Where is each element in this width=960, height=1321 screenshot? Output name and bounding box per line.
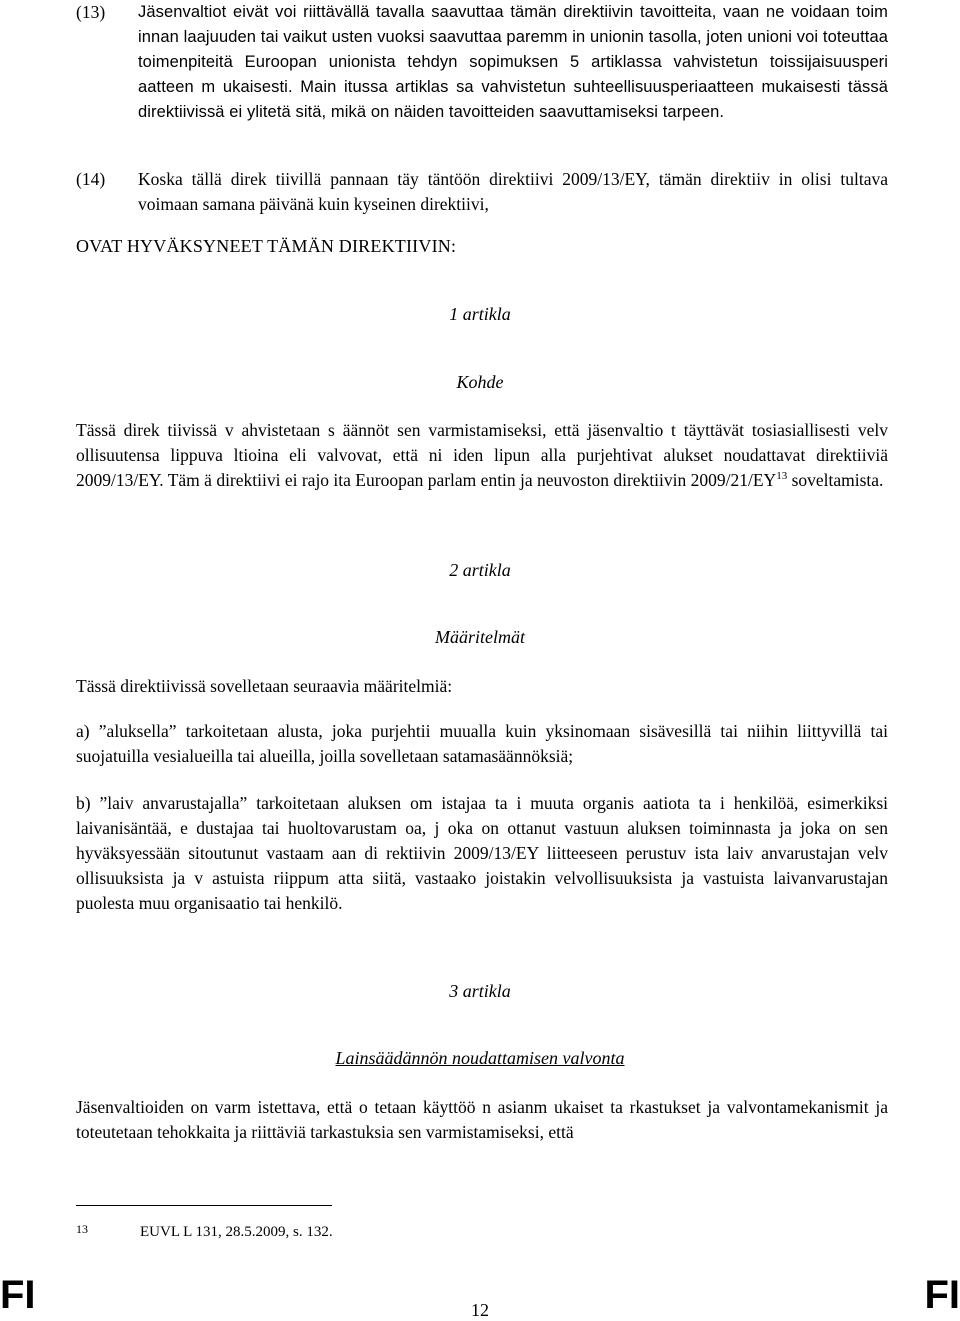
definition-b: b) ”laiv anvarustajalla” tarkoitetaan aluksen om istajaa ta i muuta organis aatiota ta i henkilöä, esimerkiksi laivanisäntää, e dustajaa tai huoltovarustam oa, j oka on ottanut vastuun aluksen toiminnasta ja joka on sen hyväksyessään sitoutunut vastaam aan di rektiivin 2009/13/EY liitteeseen perustuv ista laiv anvarustajan velv ollisuuksista ja v astuista riippum atta siitä, vastaako joistakin velvollisuuksista ja vastuista laivanvarustajan puolesta muu organisaatio tai henkilö. [76, 793, 888, 913]
recital-number: (14) [76, 169, 106, 189]
recital-text: Jäsenvaltiot eivät voi riittävällä tavalla saavuttaa tämän direktiivin tavoitteita, vaan ne voidaan toim innan laajuuden tai vaikut usten vuoksi saavuttaa paremm in unionin tasolla, joten unioni voi toteuttaa toimenpiteitä Euroopan unionista tehdyn sopimuksen 5 artiklassa vahvistetun toissijaisuusperi aatteen m ukaisesti. Main itussa artiklas sa vahvistetun suhteellisuusperiaatteen mukaisesti tässä direktiivissä ei ylitetä sitä, mikä on näiden tavoitteiden saavuttamiseksi tarpeen. [138, 3, 888, 121]
language-code-left: FI [0, 1273, 36, 1317]
article-1-label: 1 artikla [449, 304, 511, 324]
page-number: 12 [471, 1300, 489, 1320]
footnote-number: 13 [76, 1222, 88, 1236]
definition-a: a) ”aluksella” tarkoitetaan alusta, joka purjehtii muualla kuin yksinomaan sisävesillä tai niihin liittyvillä tai suojatuilla vesialueilla tai alueilla, joilla sovelletaan satamasäännöksiä; [76, 721, 888, 766]
adoption-heading: OVAT HYVÄKSYNEET TÄMÄN DIREKTIIVIN: [76, 236, 457, 256]
recital-number: (13) [76, 2, 106, 22]
article-3-title: Lainsäädännön noudattamisen valvonta [335, 1048, 625, 1068]
article-1-text-end: soveltamista. [787, 470, 884, 490]
recital-text: Koska tällä direk tiivillä pannaan täy täntöön direktiivi 2009/13/EY, tämän direktiiv in olisi tultava voimaan samana päivänä kuin kyseinen direktiivi, [138, 169, 888, 214]
article-2-title: Määritelmät [435, 627, 525, 647]
article-1-body [76, 418, 888, 493]
footnote-separator [76, 1205, 332, 1206]
language-code-right: FI [924, 1273, 960, 1317]
article-3-label: 3 artikla [449, 981, 511, 1001]
recital-14 [76, 167, 888, 217]
article-1-title: Kohde [456, 372, 504, 392]
article-1-text: Tässä direk tiivissä v ahvistetaan s äännöt sen varmistamiseksi, että jäsenvaltio t täyttävät tosiasiallisesti velv ollisuutensa lippuva ltioina eli valvovat, että ni iden lipun alla purjehtivat alukset noudattavat direktiiviä 2009/13/EY. Täm ä direktiivi ei rajo ita Euroopan parlam entin ja neuvoston direktiivin 2009/21/EY [76, 420, 888, 490]
recital-13 [76, 0, 888, 125]
footnote-reference[interactable]: 13 [776, 470, 788, 482]
article-2-label: 2 artikla [449, 560, 511, 580]
footnote-text: EUVL L 131, 28.5.2009, s. 132. [140, 1224, 333, 1240]
article-3-body: Jäsenvaltioiden on varm istettava, että o tetaan käyttöö n asianm ukaiset ta rkastukset ja valvontamekanismit ja toteutetaan tehokkaita ja riittäviä tarkastuksia sen varmistamiseksi, että [76, 1097, 888, 1142]
article-2-intro: Tässä direktiivissä sovelletaan seuraavia määritelmiä: [76, 676, 453, 696]
